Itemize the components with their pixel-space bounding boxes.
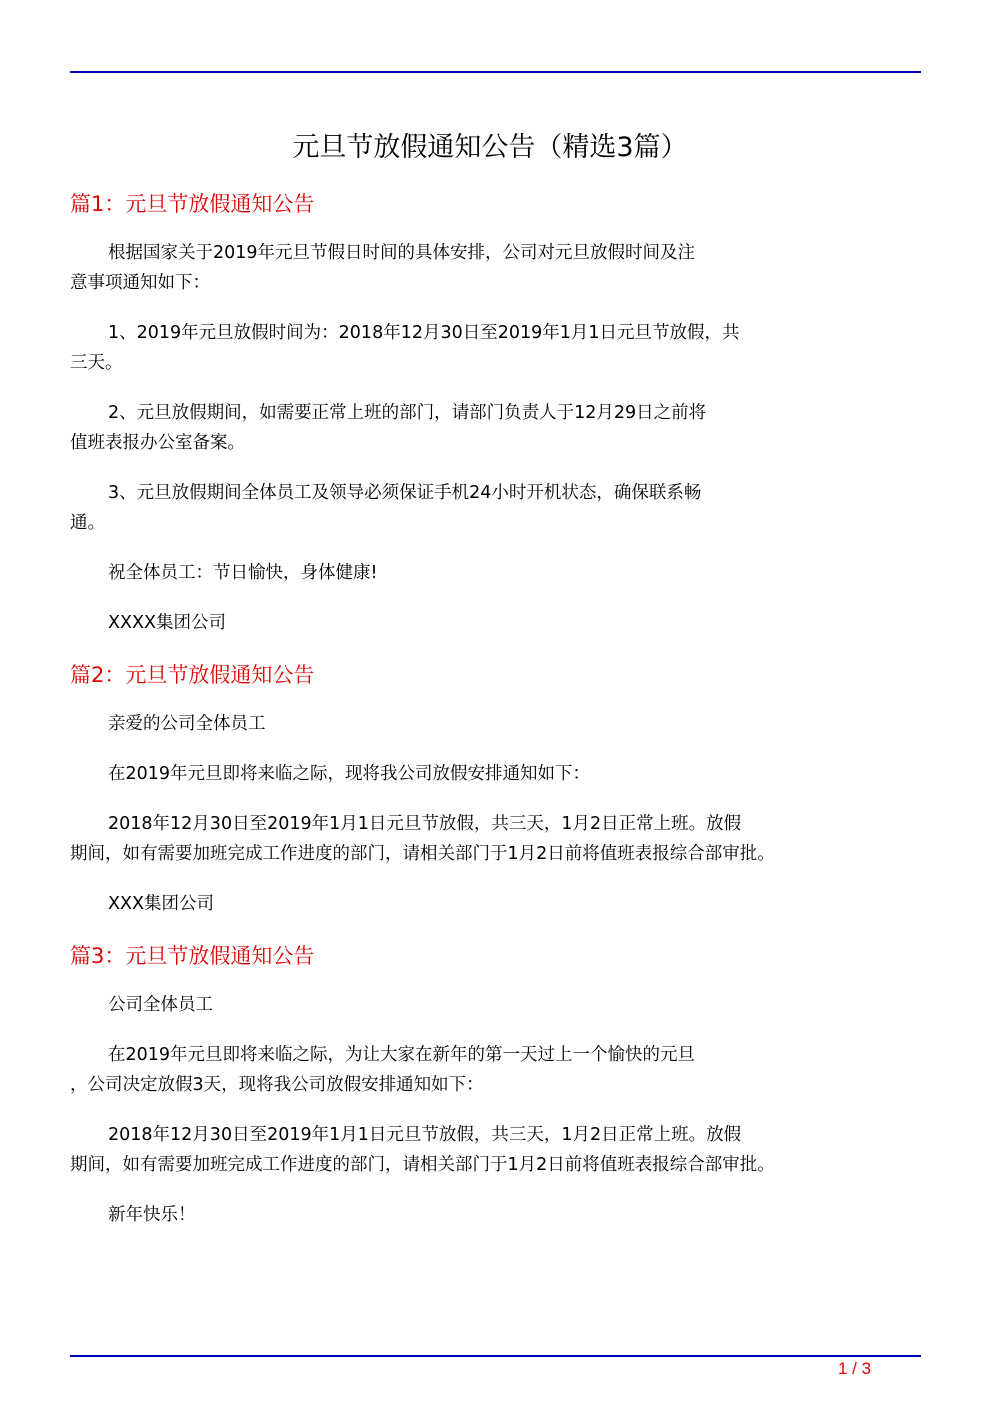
document-body — [70, 187, 930, 1250]
paragraph-line: 在2019年元旦即将来临之际，为让大家在新年的第一天过上一个愉快的元旦 — [108, 1045, 696, 1065]
paragraph — [70, 709, 930, 739]
paragraph-line: 公司全体员工 — [108, 995, 213, 1015]
paragraph-line: XXX集团公司 — [108, 894, 214, 914]
paragraph-line: 根据国家关于2019年元旦节假日时间的具体安排，公司对元旦放假时间及注 — [108, 243, 696, 263]
paragraph-line: 亲爱的公司全体员工 — [108, 714, 266, 734]
paragraph — [70, 1200, 930, 1230]
paragraph-line: XXXX集团公司 — [108, 613, 226, 633]
paragraph-line: 2018年12月30日至2019年1月1日元旦节放假，共三天，1月2日正常上班。放假 — [108, 1125, 742, 1145]
paragraph-line: 期间，如有需要加班完成工作进度的部门，请相关部门于1月2日前将值班表报综合部审批。 — [70, 844, 775, 864]
paragraph-line: 值班表报办公室备案。 — [70, 433, 245, 453]
paragraph — [70, 608, 930, 638]
paragraph — [70, 1040, 930, 1100]
paragraph — [70, 759, 930, 789]
paragraph-line: 意事项通知如下： — [70, 273, 210, 293]
paragraph — [70, 889, 930, 919]
section-heading: 篇3：元旦节放假通知公告 — [70, 944, 315, 968]
paragraph-line: 3、元旦放假期间全体员工及领导必须保证手机24小时开机状态，确保联系畅 — [108, 483, 702, 503]
paragraph-line: ，公司决定放假3天，现将我公司放假安排通知如下： — [70, 1075, 484, 1095]
paragraph — [70, 478, 930, 538]
paragraph-line: 祝全体员工：节日愉快，身体健康! — [108, 563, 378, 583]
paragraph — [70, 398, 930, 458]
paragraph-line: 2、元旦放假期间，如需要正常上班的部门，请部门负责人于12月29日之前将 — [108, 403, 707, 423]
paragraph — [70, 809, 930, 869]
footer-rule — [70, 1355, 921, 1357]
document-title: 元旦节放假通知公告（精选3篇） — [292, 132, 688, 163]
paragraph — [70, 1120, 930, 1180]
paragraph-line: 2018年12月30日至2019年1月1日元旦节放假，共三天，1月2日正常上班。放假 — [108, 814, 742, 834]
paragraph — [70, 990, 930, 1020]
paragraph — [70, 318, 930, 378]
paragraph-line: 新年快乐！ — [108, 1205, 196, 1225]
header-rule — [70, 71, 921, 73]
paragraph-line: 在2019年元旦即将来临之际，现将我公司放假安排通知如下： — [108, 764, 591, 784]
paragraph-line: 通。 — [70, 513, 105, 533]
section-heading: 篇2：元旦节放假通知公告 — [70, 663, 315, 687]
paragraph — [70, 558, 930, 588]
section-heading: 篇1：元旦节放假通知公告 — [70, 192, 315, 216]
paragraph — [70, 238, 930, 298]
paragraph-line: 1、2019年元旦放假时间为：2018年12月30日至2019年1月1日元旦节放假，共 — [108, 323, 740, 343]
page-number: 1 / 3 — [838, 1359, 872, 1378]
paragraph-line: 三天。 — [70, 353, 123, 373]
paragraph-line: 期间，如有需要加班完成工作进度的部门，请相关部门于1月2日前将值班表报综合部审批。 — [70, 1155, 775, 1175]
